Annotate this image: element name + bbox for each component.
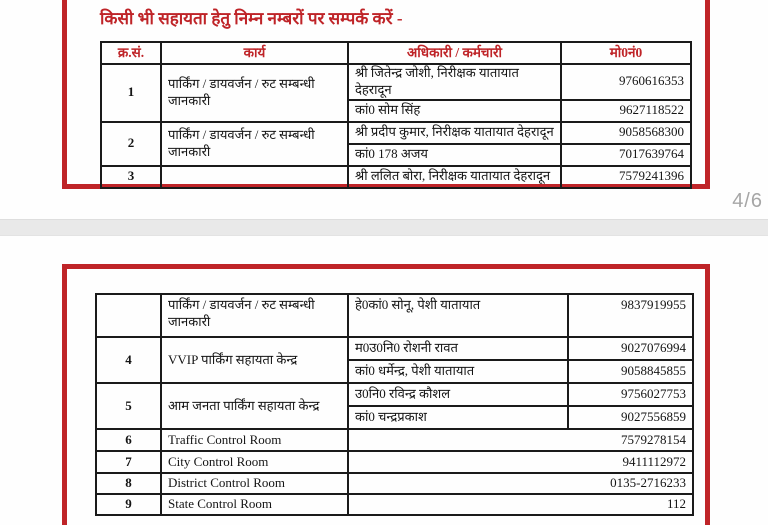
mobile-cell: 9837919955 — [568, 294, 693, 337]
table-row — [96, 337, 693, 360]
officer-cell: श्री जितेन्द्र जोशी, निरीक्षक यातायात देहरादून — [348, 64, 561, 100]
officer-cell: कां0 178 अजय — [348, 144, 561, 166]
table-row — [96, 383, 693, 406]
task-cell: City Control Room — [161, 451, 348, 473]
officer-cell: कां0 चन्द्रप्रकाश — [348, 406, 568, 429]
page-4 — [0, 0, 768, 219]
serial-cell: 8 — [96, 473, 161, 494]
table-row — [96, 494, 693, 515]
contact-table-page-5 — [95, 293, 694, 516]
table-row — [96, 294, 693, 337]
mobile-cell: 7579241396 — [561, 166, 691, 188]
table-header-row — [101, 42, 691, 64]
task-cell: पार्किंग / डायवर्जन / रुट सम्बन्धी जानकारी — [161, 64, 348, 122]
task-cell: पार्किंग / डायवर्जन / रुट सम्बन्धी जानकारी — [161, 122, 348, 166]
mobile-cell: 9756027753 — [568, 383, 693, 406]
page-5 — [0, 236, 768, 525]
table-row — [101, 166, 691, 188]
serial-cell: 4 — [96, 337, 161, 383]
serial-cell: 2 — [101, 122, 161, 166]
officer-cell: कां0 धर्मेन्द्र, पेशी यातायात — [348, 360, 568, 383]
officer-cell: म0उ0नि0 रोशनी रावत — [348, 337, 568, 360]
mobile-cell: 9058568300 — [561, 122, 691, 144]
officer-cell: श्री प्रदीप कुमार, निरीक्षक यातायात देहरादून — [348, 122, 561, 144]
serial-cell: 7 — [96, 451, 161, 473]
task-cell: आम जनता पार्किंग सहायता केन्द्र — [161, 383, 348, 429]
table-row — [96, 473, 693, 494]
table-row — [96, 451, 693, 473]
task-cell: State Control Room — [161, 494, 348, 515]
page-gap — [0, 219, 768, 236]
page-title: किसी भी सहायता हेतु निम्न नम्बरों पर सम्पर्क करें - — [100, 9, 403, 28]
header-officer: अधिकारी / कर्मचारी — [348, 42, 561, 64]
contact-table-page-4 — [100, 41, 692, 189]
mobile-cell: 0135-2716233 — [348, 473, 693, 494]
mobile-cell: 9027076994 — [568, 337, 693, 360]
serial-cell: 5 — [96, 383, 161, 429]
task-cell: Traffic Control Room — [161, 429, 348, 451]
officer-cell: कां0 सोम सिंह — [348, 100, 561, 122]
mobile-cell: 9627118522 — [561, 100, 691, 122]
mobile-cell: 9027556859 — [568, 406, 693, 429]
mobile-cell: 7017639764 — [561, 144, 691, 166]
task-cell — [161, 166, 348, 188]
serial-cell: 9 — [96, 494, 161, 515]
header-mobile: मो0नं0 — [561, 42, 691, 64]
mobile-cell: 7579278154 — [348, 429, 693, 451]
officer-cell: श्री ललित बोरा, निरीक्षक यातायात देहरादून — [348, 166, 561, 188]
task-cell: District Control Room — [161, 473, 348, 494]
officer-cell: हे0कां0 सोनू, पेशी यातायात — [348, 294, 568, 337]
page-indicator: 4/6 — [732, 190, 763, 212]
serial-cell: 6 — [96, 429, 161, 451]
table-row — [96, 429, 693, 451]
mobile-cell: 112 — [348, 494, 693, 515]
header-serial: क्र.सं. — [101, 42, 161, 64]
serial-cell: 1 — [101, 64, 161, 122]
task-cell: VVIP पार्किंग सहायता केन्द्र — [161, 337, 348, 383]
serial-cell: 3 — [101, 166, 161, 188]
serial-cell — [96, 294, 161, 337]
table-row — [101, 64, 691, 100]
table-row — [101, 122, 691, 144]
mobile-cell: 9058845855 — [568, 360, 693, 383]
mobile-cell: 9411112972 — [348, 451, 693, 473]
task-cell: पार्किंग / डायवर्जन / रुट सम्बन्धी जानकारी — [161, 294, 348, 337]
header-task: कार्य — [161, 42, 348, 64]
officer-cell: उ0नि0 रविन्द्र कौशल — [348, 383, 568, 406]
mobile-cell: 9760616353 — [561, 64, 691, 100]
